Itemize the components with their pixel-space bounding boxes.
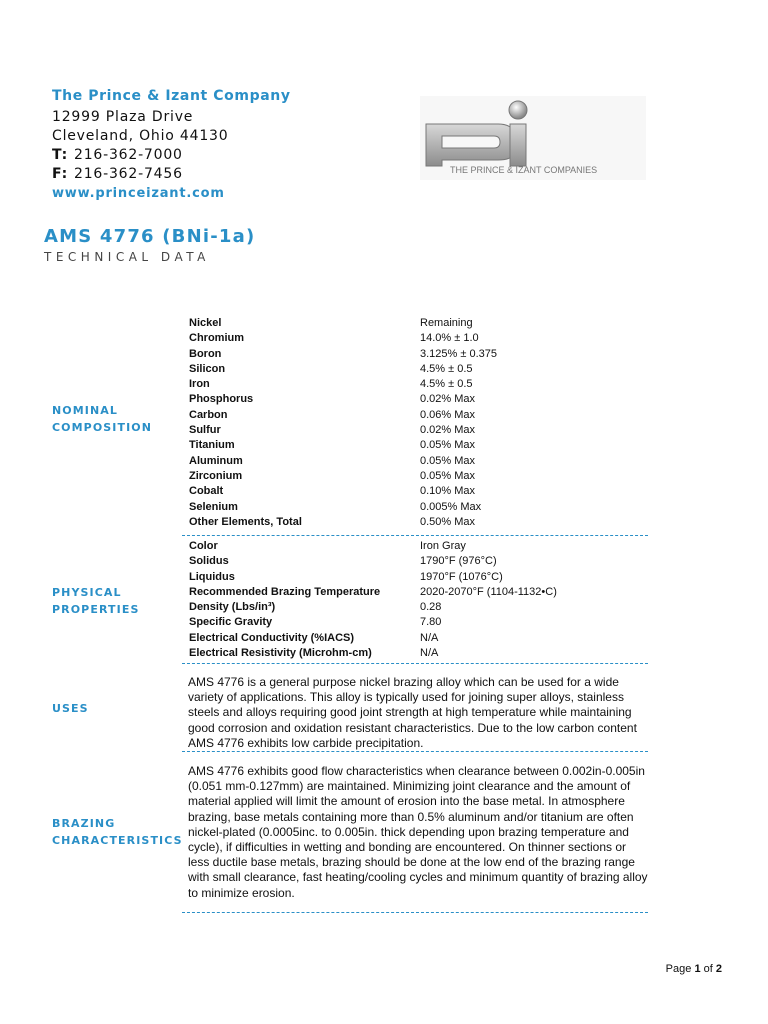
section-label-line: BRAZING	[52, 817, 116, 830]
brazing-paragraph: AMS 4776 exhibits good flow characteristics when clearance between 0.002in-0.005in (0.051 mm-0.127mm) are maintained. Minimizing joint clearance and the amount of material applied will limit the amount of erosion into the base metal. In atmosphere brazing, base metals containing more than 0.5% aluminum and/or titanium are often nickel-plated (0.0005inc. to 0.005in. thick depending upon brazing temperature and cycle), if difficulties in wetting and bonding are encountered. On thinner sections or less ductile base metals, brazing should be done at the low end of the brazing range with small clearance, fast heating/cooling cycles and minimum quantity of brazing alloy to minimize erosion.	[188, 764, 648, 900]
table-row	[188, 377, 648, 392]
uses-paragraph: AMS 4776 is a general purpose nickel brazing alloy which can be used for a wide variety of applications. This alloy is typically used for joining super alloys, stainless steels and alloys requiring good joint strength at high temperature while maintaining good corrosion and oxidation resistant characteristics. Due to the low carbon content AMS 4776 exhibits low carbide precipitation.	[188, 675, 637, 750]
company-street: 12999 Plaza Drive	[52, 109, 194, 125]
table-row	[188, 646, 648, 661]
section-label-line: PROPERTIES	[52, 603, 140, 616]
property-value: Iron Gray	[420, 540, 466, 552]
table-row	[188, 570, 648, 585]
property-name: Electrical Conductivity (%IACS)	[189, 631, 355, 644]
logo-tagline: THE PRINCE & IZANT COMPANIES	[450, 165, 598, 175]
page-word: Page	[665, 963, 692, 975]
property-name: Iron	[189, 378, 210, 391]
document-title: AMS 4776 (BNi-1a)	[44, 226, 256, 247]
page-indicator	[666, 963, 722, 975]
property-value: 0.28	[420, 601, 442, 614]
property-name: Liquidus	[189, 570, 235, 583]
table-row	[188, 454, 648, 469]
property-name: Silicon	[189, 362, 226, 375]
property-name: Recommended Brazing Temperature	[189, 585, 381, 598]
property-name: Other Elements, Total	[189, 515, 302, 528]
section-divider	[182, 535, 648, 536]
property-name: Aluminum	[189, 454, 243, 467]
property-value: 0.05% Max	[420, 439, 476, 452]
property-name: Sulfur	[189, 424, 221, 437]
property-name: Boron	[189, 347, 222, 360]
table-row	[188, 554, 648, 569]
property-name: Titanium	[189, 439, 235, 452]
property-name: Zirconium	[189, 469, 243, 482]
physical-properties-table	[188, 539, 648, 661]
company-phone: 216-362-7000	[73, 147, 183, 163]
table-row	[188, 469, 648, 484]
table-row	[188, 600, 648, 615]
property-name: Selenium	[189, 500, 238, 513]
section-divider	[182, 663, 648, 664]
property-value: 0.06% Max	[420, 408, 476, 421]
section-label-uses	[52, 700, 89, 717]
property-value: 0.02% Max	[420, 424, 476, 437]
section-label-line: NOMINAL	[52, 404, 119, 417]
phone-label: T:	[52, 147, 68, 163]
table-row	[188, 331, 648, 346]
table-row	[188, 515, 648, 530]
property-value: 0.005% Max	[420, 500, 482, 513]
section-divider	[182, 751, 648, 752]
property-name: Density (Lbs/in³)	[189, 601, 276, 614]
fax-label: F:	[52, 166, 68, 182]
company-name: The Prince & Izant Company	[52, 88, 291, 104]
section-label-line: PHYSICAL	[52, 586, 122, 599]
section-label-physical-properties	[52, 584, 139, 618]
property-name: Electrical Resistivity (Microhm-cm)	[189, 647, 372, 660]
property-name: Nickel	[189, 317, 222, 329]
table-row	[188, 438, 648, 453]
property-value: 4.5% ± 0.5	[420, 378, 473, 391]
property-value: 2020-2070°F (1104-1132•C)	[420, 585, 557, 598]
page-current: 1	[694, 963, 701, 975]
property-name: Cobalt	[189, 485, 224, 498]
company-website-link[interactable]: www.princeizant.com	[52, 186, 225, 201]
table-row	[188, 392, 648, 407]
table-row	[188, 362, 648, 377]
property-value: 0.02% Max	[420, 393, 476, 406]
page-total: 2	[715, 963, 722, 975]
property-name: Chromium	[189, 332, 244, 345]
section-label-line: CHARACTERISTICS	[52, 834, 183, 847]
section-label-nominal-composition	[52, 402, 152, 436]
logo-i-shape	[510, 124, 526, 166]
property-value: Remaining	[420, 317, 473, 329]
property-value: 0.50% Max	[420, 515, 476, 528]
table-row	[188, 347, 648, 362]
property-value: N/A	[420, 647, 439, 660]
section-label-line: COMPOSITION	[52, 421, 153, 434]
table-row	[188, 484, 648, 499]
table-row	[188, 316, 648, 331]
property-value: 7.80	[420, 616, 442, 629]
property-value: N/A	[420, 631, 439, 644]
document-subtitle: TECHNICAL DATA	[44, 250, 210, 264]
section-divider	[182, 912, 648, 913]
property-value: 4.5% ± 0.5	[420, 362, 473, 375]
company-logo	[420, 96, 646, 180]
table-row	[188, 423, 648, 438]
property-value: 1790°F (976°C)	[420, 555, 497, 568]
property-value: 14.0% ± 1.0	[420, 332, 479, 345]
company-fax: 216-362-7456	[74, 166, 183, 182]
property-name: Solidus	[189, 555, 229, 568]
property-value: 0.05% Max	[420, 454, 476, 467]
property-name: Carbon	[189, 408, 228, 421]
company-fax-line	[52, 165, 291, 184]
property-value: 0.10% Max	[420, 485, 476, 498]
table-row	[188, 631, 648, 646]
property-value: 1970°F (1076°C)	[420, 570, 503, 583]
property-name: Specific Gravity	[189, 616, 273, 629]
property-name: Phosphorus	[189, 393, 254, 406]
composition-table	[188, 316, 648, 530]
company-city: Cleveland, Ohio 44130	[52, 128, 229, 144]
property-value: 0.05% Max	[420, 469, 476, 482]
property-name: Color	[189, 540, 218, 552]
company-phone-line	[52, 146, 291, 165]
table-row	[188, 615, 648, 630]
logo-dot-shape	[509, 101, 527, 119]
table-row	[188, 408, 648, 423]
property-value: 3.125% ± 0.375	[420, 347, 497, 360]
table-row	[188, 500, 648, 515]
table-row	[188, 539, 648, 554]
section-label-brazing-characteristics	[52, 815, 183, 849]
company-address-block	[52, 88, 291, 203]
table-row	[188, 585, 648, 600]
page-of-word: of	[703, 963, 713, 975]
section-label-line: USES	[52, 702, 89, 715]
